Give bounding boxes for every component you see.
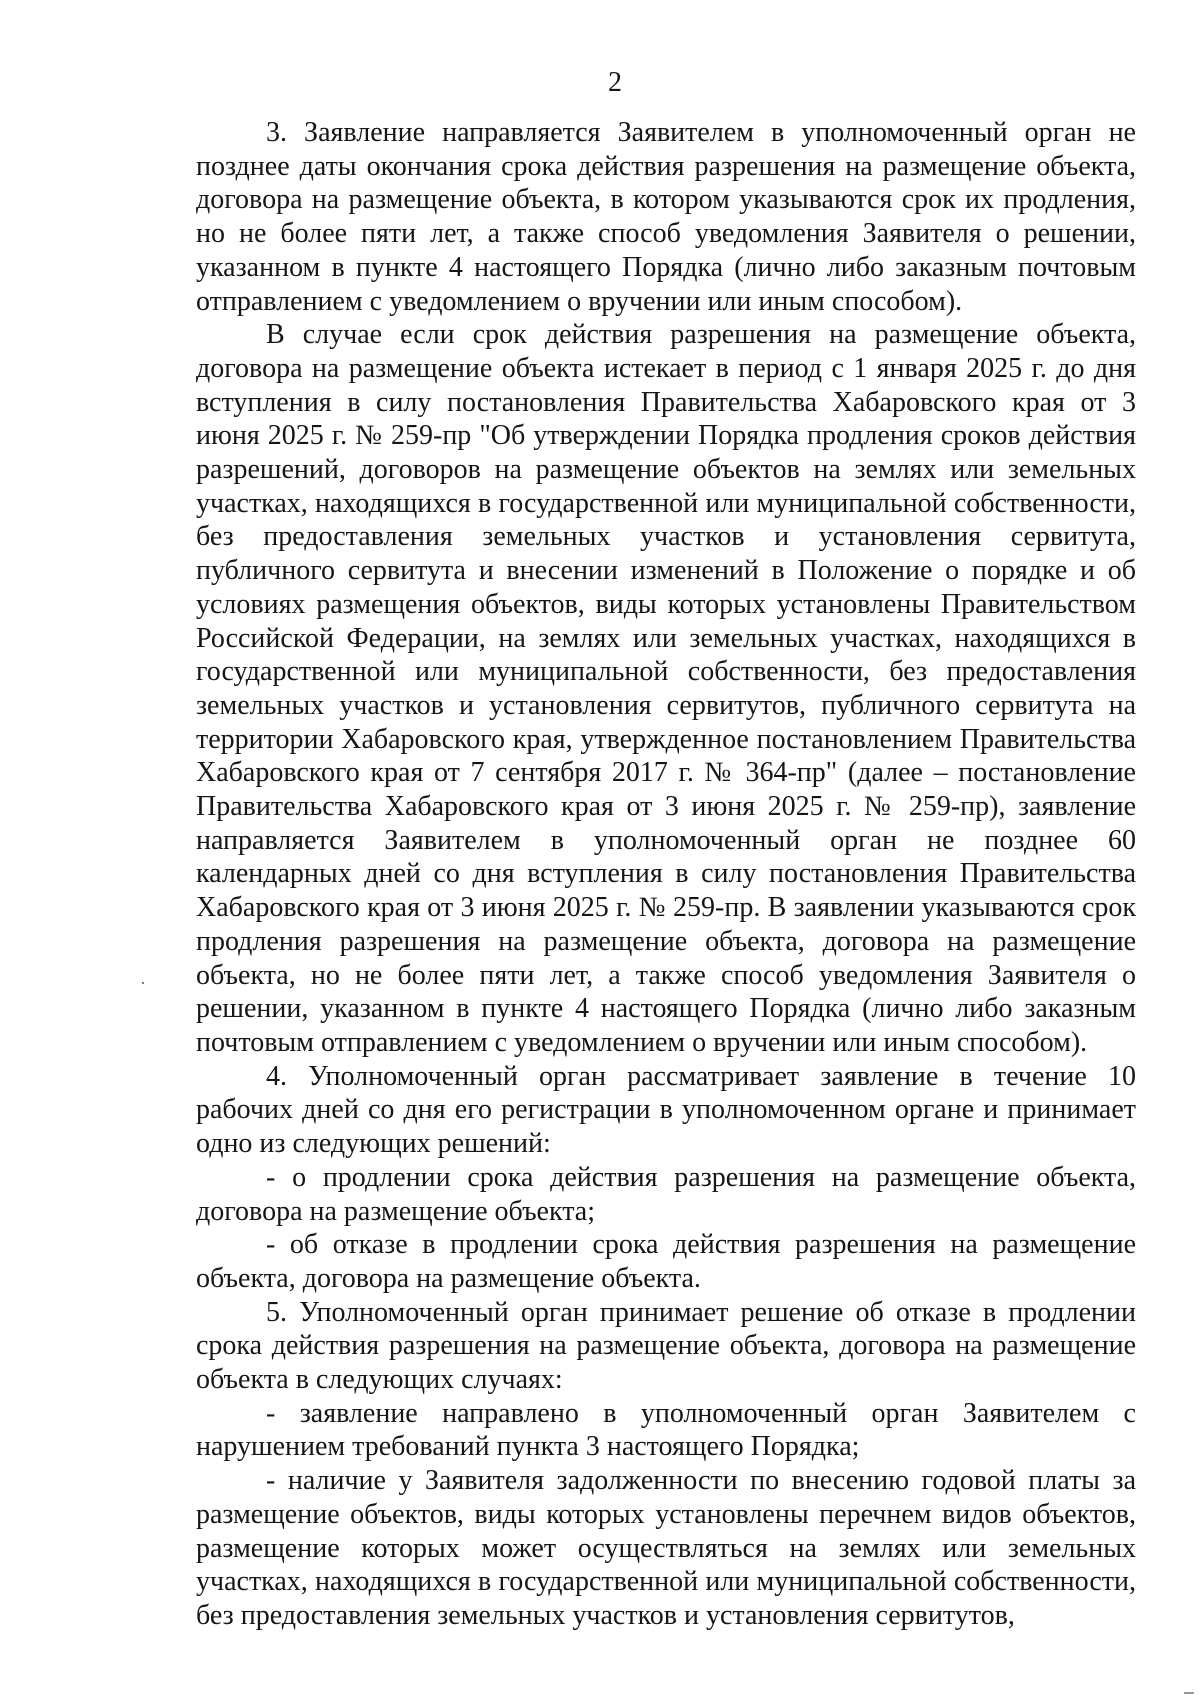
paragraph-clause-5: 5. Уполномоченный орган принимает решение об отказе в продлении срока действия разрешения на размещение объекта, договора на размещение объекта в следующих случаях: [196,1296,1136,1396]
list-item-refuse-decision: - об отказе в продлении срока действия разрешения на размещение объекта, договора на размещение объекта. [196,1229,1136,1294]
scan-speck [142,982,144,984]
scan-corner-mark [1184,1692,1194,1694]
paragraph-clause-4: 4. Уполномоченный орган рассматривает заявление в течение 10 рабочих дней со дня его регистрации в уполномоченном органе и принимает одно из следующих решений: [196,1060,1136,1160]
list-item-violation-clause-3: - заявление направлено в уполномоченный орган Заявителем с нарушением требований пункта 3 настоящего Порядка; [196,1397,1136,1463]
document-body [196,116,1136,1633]
paragraph-clause-3-special-case: В случае если срок действия разрешения на размещение объекта, договора на размещение объекта истекает в период с 1 января 2025 г. до дня вступления в силу постановления Правительства Хабаровского края от 3 июня 2025 г. № 259-пр "Об утверждении Порядка продления сроков действия разрешений, договоров на размещение объектов на землях или земельных участках, находящихся в государственной или муниципальной собственности, без предоставления земельных участков и установления сервитута, публичного сервитута и внесении изменений в Положение о порядке и об условиях размещения объектов, виды которых установлены Правительством Российской Федерации, на землях или земельных участках, находящихся в государственной или муниципальной собственности, без предоставления земельных участков и установления сервитутов, публичного сервитута на территории Хабаровского края, утвержденное постановлением Правительства Хабаровского края от 7 сентября 2017 г. № 364-пр" (далее – постановление Правительства Хабаровского края от 3 июня 2025 г. № 259-пр), заявление направляется Заявителем в уполномоченный орган не позднее 60 календарных дней со дня вступления в силу постановления Правительства Хабаровского края от 3 июня 2025 г. № 259-пр. В заявлении указываются срок продления разрешения на размещение объекта, договора на размещение объекта, но не более пяти лет, а также способ уведомления Заявителя о решении, указанном в пункте 4 настоящего Порядка (лично либо заказным почтовым отправлением с уведомлением о вручении или иным способом). [196,319,1136,1058]
paragraph-clause-3: 3. Заявление направляется Заявителем в уполномоченный орган не позднее даты окончания срока действия разрешения на размещение объекта, договора на размещение объекта, в котором указываются срок их продления, но не более пяти лет, а также способ уведомления Заявителя о решении, указанном в пункте 4 настоящего Порядка (лично либо заказным почтовым отправлением с уведомлением о вручении или иным способом). [196,117,1136,317]
page-number: 2 [608,67,622,98]
list-item-payment-debt: - наличие у Заявителя задолженности по внесению годовой платы за размещение объектов, виды которых установлены перечнем видов объектов, размещение которых может осуществляться на землях или земельных участках, находящихся в государственной или муниципальной собственности, без предоставления земельных участков и установления сервитутов, [196,1465,1136,1631]
list-item-extend-decision: - о продлении срока действия разрешения на размещение объекта, договора на размещение объекта; [196,1161,1136,1227]
